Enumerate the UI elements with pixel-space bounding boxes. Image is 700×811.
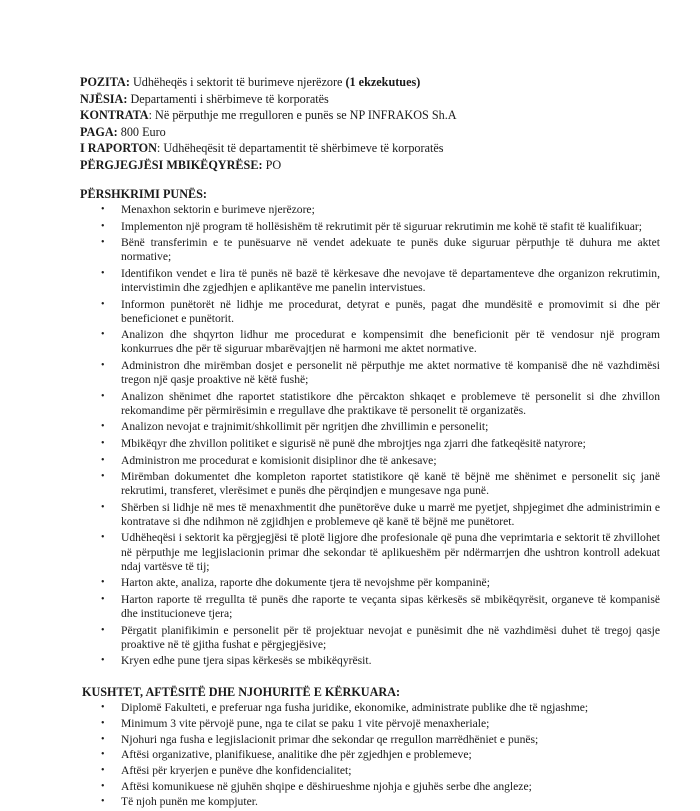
list-item [80, 220, 660, 234]
list-item-text: Menaxhon sektorin e burimeve njerëzore; [121, 203, 315, 216]
bullet-icon: • [101, 237, 105, 249]
bullet-icon: • [101, 765, 105, 777]
list-item [80, 328, 660, 356]
list-item-text: Aftësi komunikuese në gjuhën shqipe e dëshirueshme njohja e gjuhës serbe dhe angleze; [121, 779, 532, 793]
list-item-text: Identifikon vendet e lira të punës në bazë të kërkesave dhe nevojave të departamenteve dhe organizon rekrutimin, intervistimin dhe zgjedhjen e aplikantëve me panelin intervistues. [121, 266, 660, 294]
bullet-icon: • [101, 298, 105, 310]
kontrata-value: : Në përputhje me rregulloren e punës se NP INFRAKOS Sh.A [148, 108, 457, 122]
requirements-heading: KUSHTET, AFTËSITË DHE NJOHURITË E KËRKUARA: [82, 685, 401, 700]
info-pozita [80, 74, 660, 91]
list-item-text: Minimum 3 vite përvojë pune, nga te cilat se paku 1 vite përvojë menaxheriale; [121, 717, 490, 730]
paga-value: 800 Euro [117, 124, 166, 139]
list-item [80, 390, 660, 418]
list-item-text: Analizon shënimet dhe raportet statistikore dhe përcakton shkaqet e problemeve të personelit si dhe zhvillon rekomandime për përmirësimin e rregullave dhe praktikave të personelit të organizatës. [121, 389, 660, 417]
list-item [80, 733, 660, 747]
list-item-text: Të njoh punën me kompjuter. [121, 795, 258, 809]
list-item [80, 654, 660, 668]
list-item-text: Aftësi për kryerjen e punëve dhe konfidencialitet; [121, 764, 352, 778]
list-item-text: Administron dhe mirëmban dosjet e personelit në përputhje me aktet normative të kompanisë dhe në vazhdimësi tregon një qasje proaktive në këtë fushë; [121, 358, 660, 387]
list-item-text: Përgatit planifikimin e personelit për të projektuar nevojat e punësimit dhe në vazhdimësi duhet të tregoj qasje proaktive në të gjitha fushat e përgjegjësive; [121, 623, 660, 651]
list-item [80, 298, 660, 326]
list-item [80, 717, 660, 731]
bullet-icon: • [101, 204, 105, 215]
paga-label: PAGA: [80, 124, 118, 139]
list-item-text: Aftësi organizative, planifikuese, analitike dhe për zgjedhjen e problemeve; [121, 748, 472, 762]
list-item-text: Mbikëqyr dhe zhvillon politiket e sigurisë në punë dhe mbrojtjes nga zjarri dhe fatkeqësitë natyrore; [121, 436, 586, 450]
list-item [80, 420, 660, 434]
pozita-label: POZITA: [80, 75, 130, 89]
list-item-text: Harton raporte të rregullta të punës dhe raporte te veçanta sipas kërkesës së mbikëqyrësit, organeve të kompanisë dhe institucioneve tjera; [121, 592, 660, 620]
list-item-text: Mirëmban dokumentet dhe kompleton raportet statistikore që kanë të bëjnë me shënimet e personelit siç janë rekrutimi, transferet, vlerësimet e punës dhe përqindjen e mungesave nga punë. [121, 470, 660, 498]
list-item-text: Udhëheqësi i sektorit ka përgjegjësi të plotë ligjore dhe profesionale që puna dhe veprimtaria e sektorit të zhvillohet në përputhje me legjislacionin primar dhe sekondar të aplikueshëm për ndërmarrjen dhe ushtron kontroll adekuat ndaj vartësve të tij; [121, 531, 660, 573]
info-pergjegjesi [80, 157, 660, 174]
list-item [80, 593, 660, 621]
list-item-text: Analizon dhe shqyrton lidhur me procedurat e kompensimit dhe beneficionit për të vendosur një program konkurrues dhe për të siguruar mbarëvajtjen në harmoni me aktet normative. [121, 328, 660, 356]
bullet-icon: • [101, 421, 105, 433]
bullet-icon: • [101, 624, 105, 636]
list-item-text: Njohuri nga fusha e legjislacionit primar dhe sekondar qe rregullon marrëdhëniet e punës; [121, 732, 539, 746]
bullet-icon: • [101, 359, 105, 371]
bullet-icon: • [101, 532, 105, 544]
list-item [80, 624, 660, 652]
info-kontrata [80, 107, 660, 124]
njesia-value: Departamenti i shërbimeve të korporatës [127, 91, 329, 106]
bullet-icon: • [101, 577, 105, 589]
duties-list [80, 203, 660, 668]
bullet-icon: • [101, 390, 105, 402]
bullet-icon: • [101, 702, 105, 714]
list-item-text: Administron me procedurat e komisionit disiplinor dhe të ankesave; [121, 453, 437, 467]
info-paga [80, 124, 660, 141]
info-njesia [80, 91, 660, 108]
bullet-icon: • [101, 501, 105, 513]
bullet-icon: • [101, 796, 105, 808]
list-item [80, 795, 660, 809]
list-item [80, 501, 660, 529]
list-item [80, 576, 660, 590]
kontrata-label: KONTRATA [80, 108, 149, 122]
raporton-label: I RAPORTON [80, 141, 157, 155]
bullet-icon: • [101, 329, 105, 341]
list-item [80, 701, 660, 715]
list-item-text: Diplomë Fakulteti, e preferuar nga fusha juridike, ekonomike, administrate publike dhe të ngjashme; [121, 701, 589, 715]
list-item [80, 748, 660, 762]
list-item-text: Bënë transferimin e te punësuarve në vendet adekuate te punës duke siguruar përputhje të duhura me aktet normative; [121, 236, 660, 264]
position-info [80, 74, 660, 173]
list-item [80, 531, 660, 573]
bullet-icon: • [101, 780, 105, 792]
requirements-list [80, 701, 660, 809]
pergjegjesi-label: PËRGJEGJËSI MBIKËQYRËSE: [80, 157, 263, 172]
info-raporton [80, 140, 660, 157]
list-item [80, 236, 660, 264]
bullet-icon: • [101, 220, 105, 232]
pergjegjesi-value: PO [262, 157, 282, 172]
bullet-icon: • [101, 471, 105, 483]
list-item [80, 359, 660, 387]
list-item [80, 764, 660, 778]
bullet-icon: • [101, 655, 105, 667]
bullet-icon: • [101, 749, 105, 761]
pozita-executors: (1 ekzekutues) [345, 75, 421, 89]
list-item [80, 780, 660, 794]
njesia-label: NJËSIA: [80, 91, 128, 106]
list-item [80, 470, 660, 498]
list-item-text: Kryen edhe pune tjera sipas kërkesës se mbikëqyrësit. [121, 654, 372, 668]
bullet-icon: • [101, 718, 105, 729]
list-item-text: Shërben si lidhje në mes të menaxhmentit dhe punëtorëve duke u marrë me pyetjet, shpjegimet dhe administrimin e kontratave si dhe ndihmon në zgjidhjen e problemeve që kanë të bëjnë me punëtoret. [121, 500, 660, 528]
bullet-icon: • [101, 733, 105, 745]
list-item [80, 203, 660, 217]
list-item [80, 454, 660, 468]
list-item [80, 267, 660, 295]
bullet-icon: • [101, 454, 105, 466]
bullet-icon: • [101, 437, 105, 449]
job-description-document [80, 74, 660, 811]
list-item-text: Analizon nevojat e trajnimit/shkollimit për ngritjen dhe zhvillimin e personelit; [121, 420, 489, 434]
list-item-text: Harton akte, analiza, raporte dhe dokumente tjera të nevojshme për kompaninë; [121, 576, 490, 590]
duties-heading: PËRSHKRIMI PUNËS: [80, 187, 207, 201]
bullet-icon: • [101, 267, 105, 279]
pozita-value: Udhëheqës i sektorit të burimeve njerëzore [129, 75, 346, 89]
list-item [80, 437, 660, 451]
list-item-text: Implementon një program të hollësishëm të rekrutimit për të siguruar rekrutimin me kohë të stafit të kualifikuar; [121, 219, 642, 233]
list-item-text: Informon punëtorët në lidhje me procedurat, detyrat e punës, pagat dhe mundësitë e promovimit si dhe për beneficionet e punëtorit. [121, 297, 660, 325]
bullet-icon: • [101, 593, 105, 605]
raporton-value: : Udhëheqësit të departamentit të shërbimeve të korporatës [156, 141, 444, 155]
